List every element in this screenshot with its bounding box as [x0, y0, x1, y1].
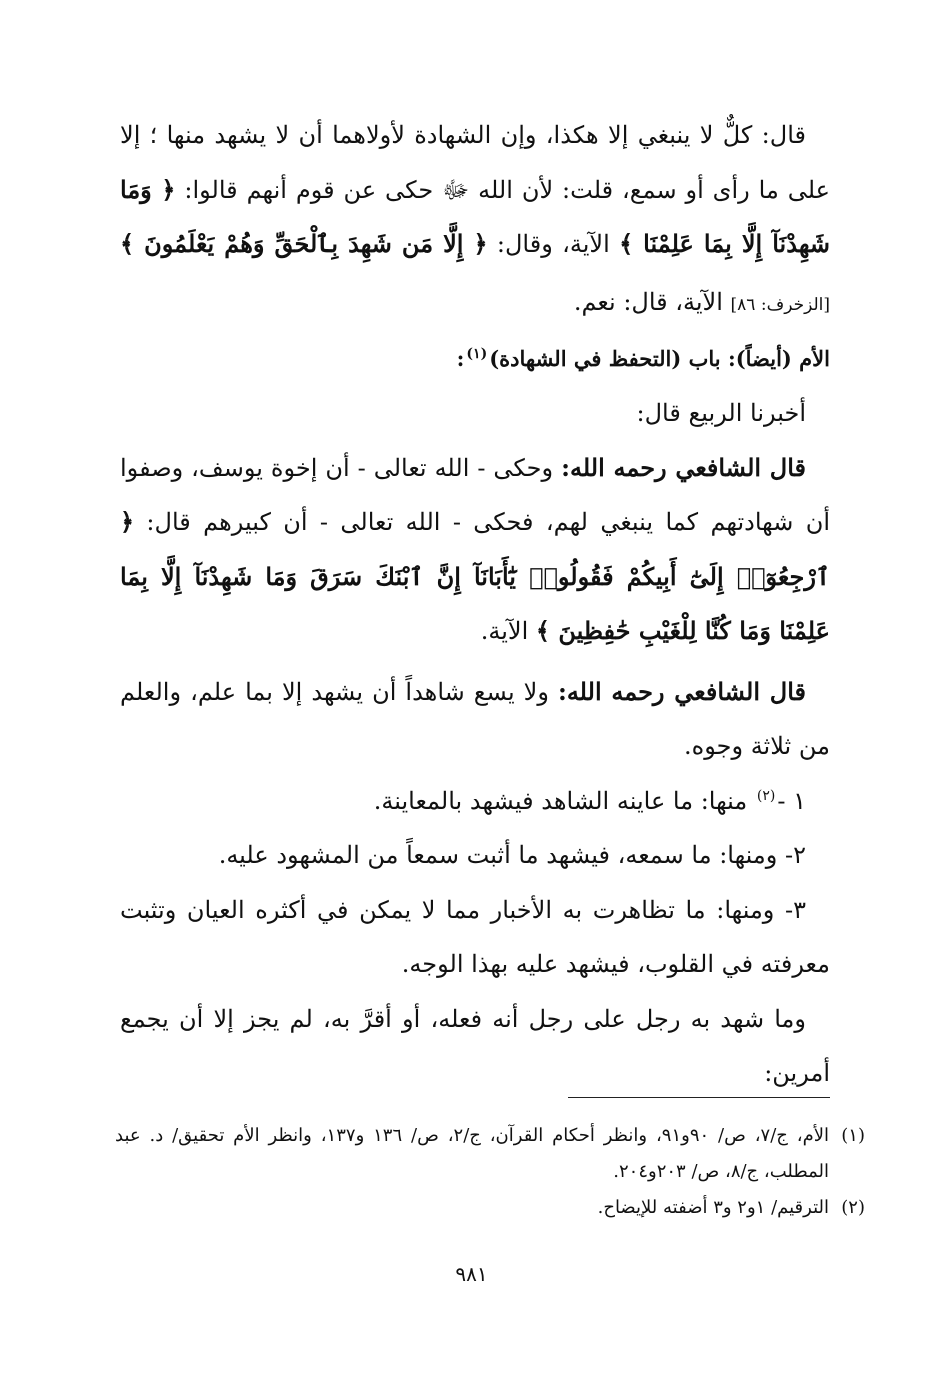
page-number: ٩٨١	[455, 1262, 488, 1286]
footnotes	[115, 1118, 865, 1226]
footnote-marker-2: (٢)	[756, 787, 776, 804]
list-item-2	[120, 828, 830, 883]
paragraph-4	[120, 665, 830, 774]
list-item-1-text: منها: ما عاينه الشاهد فيشهد بالمعاينة.	[373, 786, 755, 815]
paragraph-1	[120, 108, 830, 332]
footnote-marker-1: (١)	[466, 346, 488, 362]
paragraph-3-text-1: وحكى - الله تعالى - أن إخوة يوسف، وصفوا أن شهادتهم كما ينبغي لهم، فحكى - الله تعالى - أن كبيرهم قال:	[120, 453, 830, 536]
paragraph-5	[120, 992, 830, 1101]
list-item-3-text: ٣- ومنها: ما تظاهرت به الأخبار مما لا يمكن في أكثره العيان وتثبت معرفته في القلوب، فيشهد عليه بهذا الوجه.	[120, 895, 830, 978]
paragraph-4-lead: قال الشافعي رحمه الله:	[557, 676, 806, 706]
footnote-2-number: (٢)	[841, 1197, 865, 1218]
section-heading-colon: :	[456, 346, 465, 371]
section-heading-label: الأم (أيضاً): باب (التحفظ في الشهادة)	[489, 346, 830, 371]
paragraph-3	[120, 441, 830, 659]
list-item-1	[120, 774, 830, 829]
page-body	[120, 108, 830, 1101]
paragraph-1-text-1: قال: كلٌّ لا ينبغي إلا هكذا، وإن الشهادة لأولاهما أن لا يشهد منها ؛ إلا على ما رأى أو سمع، قلت: لأن الله ﷻ حكى عن قوم أنهم قالوا:	[120, 121, 830, 204]
paragraph-1-text-3: الآية، قال: نعم.	[573, 287, 731, 316]
footnote-1	[115, 1118, 865, 1190]
quran-verse-3: ﴿ ٱرْجِعُوٓا۟ إِلَىٰٓ أَبِيكُمْ فَقُولُوا۟ يَٰٓأَبَانَآ إِنَّ ٱبْنَكَ سَرَقَ وَمَا شَهِدْنَآ إِلَّا بِمَا عَلِمْنَا وَمَا كُنَّا لِلْغَيْبِ حَٰفِظِينَ ﴾	[120, 507, 831, 645]
paragraph-4-text: ولا يسع شاهداً أن يشهد إلا بما علم، والعلم من ثلاثة وجوه.	[120, 677, 830, 760]
footnote-2-text: الترقيم/ ١و٢ و٣ أضفته للإيضاح.	[597, 1197, 829, 1218]
footnote-2	[115, 1190, 865, 1226]
paragraph-1-text-2: الآية، وقال:	[487, 230, 620, 258]
list-item-3	[120, 883, 830, 992]
paragraph-5-text: وما شهد به رجل على رجل أنه فعله، أو أقرَّ به، لم يجز إلا أن يجمع أمرين:	[120, 1004, 830, 1087]
paragraph-3-text-2: الآية.	[480, 617, 536, 645]
footnote-1-text: الأم، ج/٧، ص/ ٩٠و٩١، وانظر أحكام القرآن، ج/٢، ص/ ١٣٦ و١٣٧، وانظر الأم تحقيق/ د. عبد المطلب، ج/٨، ص/ ٢٠٣و٢٠٤.	[115, 1125, 829, 1182]
quran-verse-1: ﴿ وَمَا شَهِدْنَآ إِلَّا بِمَا عَلِمْنَا ﴾	[120, 174, 830, 258]
list-item-2-text: ٢- ومنها: ما سمعه، فيشهد ما أثبت سمعاً من المشهود عليه.	[218, 841, 806, 869]
paragraph-3-lead: قال الشافعي رحمه الله:	[561, 452, 806, 482]
paragraph-2	[120, 386, 830, 441]
quran-verse-2: ﴿ إِلَّا مَن شَهِدَ بِٱلْحَقِّ وَهُمْ يَعْلَمُونَ ﴾	[120, 229, 488, 258]
surah-reference: [الزخرف: ٨٦]	[730, 294, 830, 315]
paragraph-2-text: أخبرنا الربيع قال:	[636, 399, 806, 427]
list-item-1-number: ١ -	[777, 786, 806, 815]
footnote-divider	[568, 1097, 830, 1098]
section-heading	[120, 332, 830, 386]
footnote-1-number: (١)	[841, 1125, 865, 1146]
